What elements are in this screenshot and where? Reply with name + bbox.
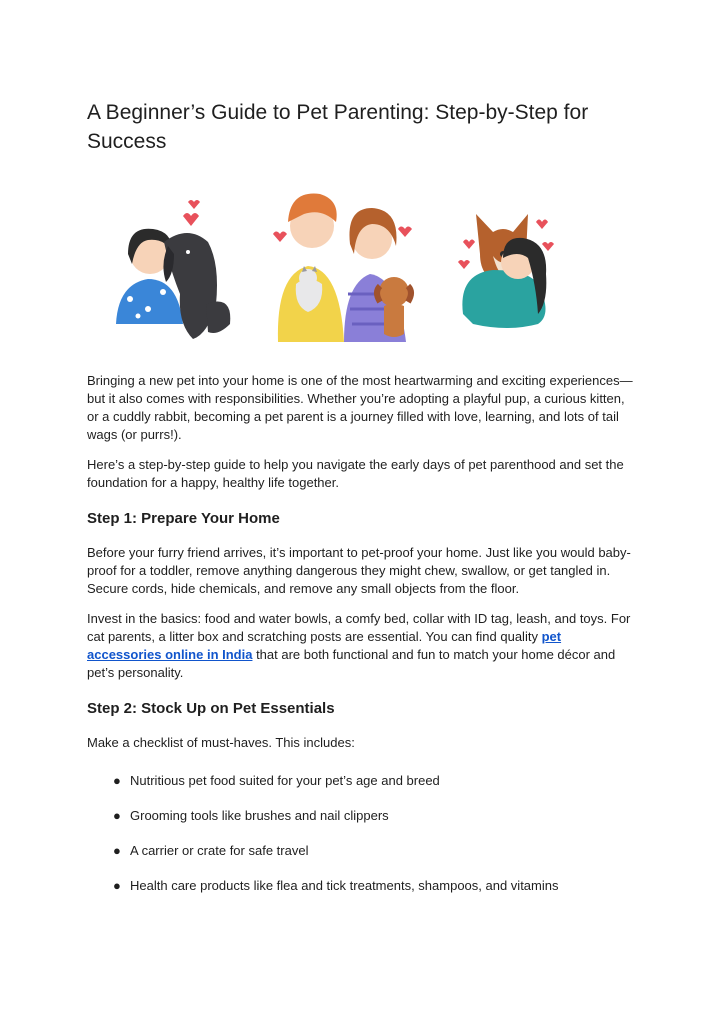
list-item: [87, 842, 635, 860]
step2-heading: Step 2: Stock Up on Pet Essentials: [87, 700, 335, 717]
pet-accessories-link[interactable]: pet accessories online in India: [87, 629, 562, 662]
girl-with-dog-illustration: [116, 229, 230, 339]
intro-paragraph: Bringing a new pet into your home is one of the most heartwarming and exciting experiences—but it also comes with responsibilities. Whether you’re adopting a playful pup, a curious kitten, or a cuddly rabbit, becoming a pet parent is a journey filled with love, learning, and lots of tail wags (or purrs!).: [87, 373, 633, 442]
list-item: [87, 772, 635, 790]
step1-paragraph-2: [87, 610, 635, 682]
bullet-icon: ●: [113, 843, 121, 858]
list-item-text: Health care products like flea and tick treatments, shampoos, and vitamins: [130, 878, 559, 893]
page-title: A Beginner’s Guide to Pet Parenting: Step-by-Step for Success: [87, 101, 589, 153]
article-body: [87, 372, 635, 912]
step1-paragraph: Before your furry friend arrives, it’s important to pet-proof your home. Just like you would baby-proof for a toddler, remove anything dangerous they might chew, swallow, or get tangled in. Secure cords, hide chemicals, and remove any small objects from the floor.: [87, 545, 631, 596]
step2-intro: Make a checklist of must-haves. This includes:: [87, 735, 355, 750]
list-item: [87, 877, 635, 895]
list-item-text: A carrier or crate for safe travel: [130, 843, 309, 858]
step1-heading: Step 1: Prepare Your Home: [87, 510, 280, 527]
couple-with-pets-illustration: [278, 194, 411, 342]
bullet-icon: ●: [113, 878, 121, 893]
people-hugging-pets-illustration: [108, 174, 568, 350]
step1-text-after-link: that are both functional and fun to match your home décor and pet’s personality.: [87, 647, 616, 680]
list-item-text: Grooming tools like brushes and nail clippers: [130, 808, 389, 823]
step1-text-before-link: Invest in the basics: food and water bowls, a comfy bed, collar with ID tag, leash, and toys. For cat parents, a litter box and scratching posts are essential. You can find quality: [87, 611, 631, 644]
girl-hugging-dog-illustration: [462, 214, 546, 328]
list-item: [87, 807, 635, 825]
essentials-list: [87, 772, 635, 895]
bullet-icon: ●: [113, 808, 121, 823]
list-item-text: Nutritious pet food suited for your pet’s age and breed: [130, 773, 440, 788]
intro-paragraph-2: Here’s a step-by-step guide to help you navigate the early days of pet parenthood and set the foundation for a happy, healthy life together.: [87, 457, 624, 490]
bullet-icon: ●: [113, 773, 121, 788]
